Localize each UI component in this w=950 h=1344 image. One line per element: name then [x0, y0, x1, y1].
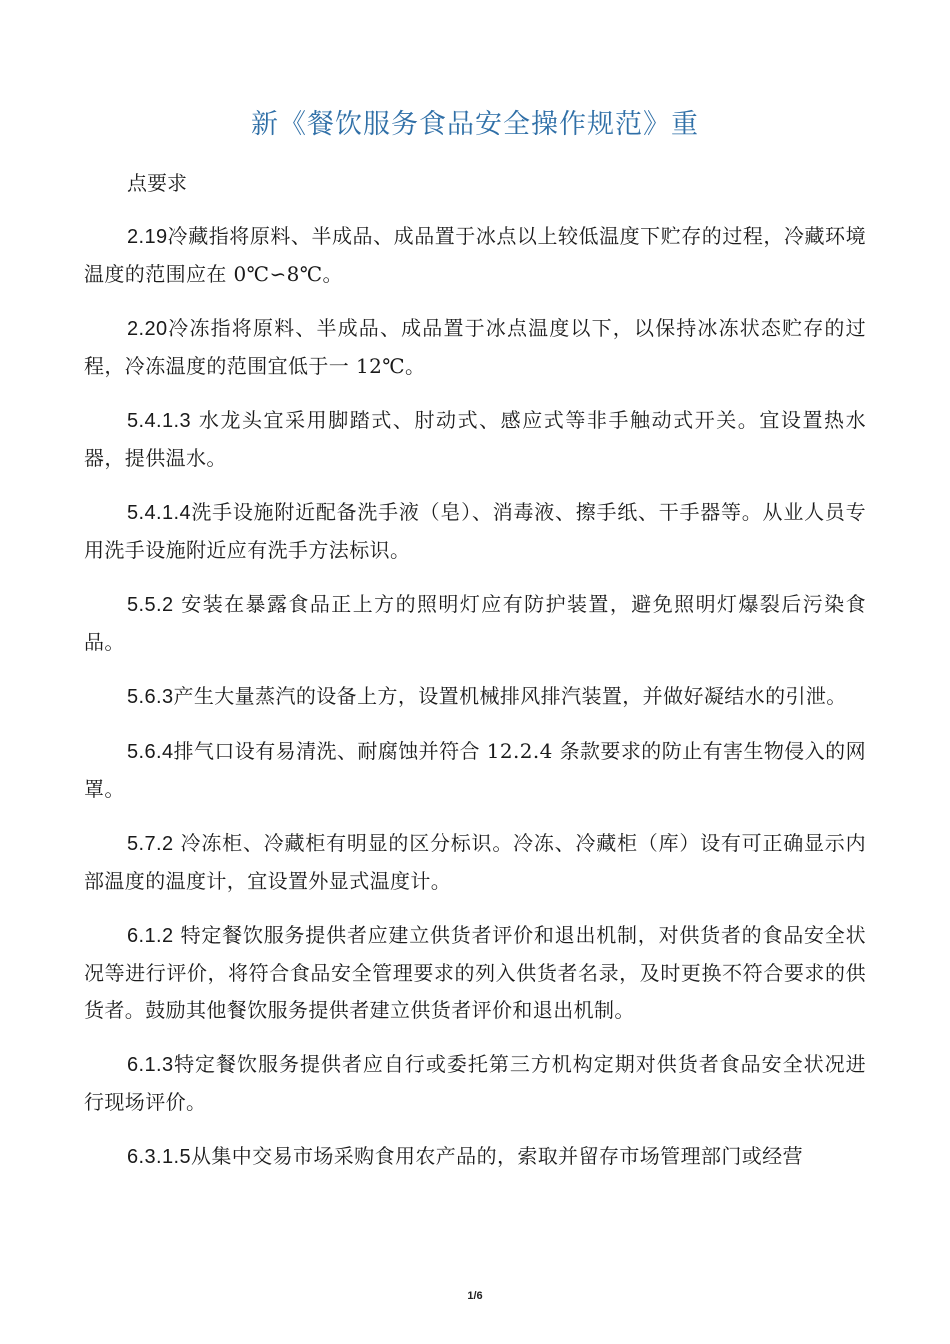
clause-number: 5.7.2: [127, 833, 174, 855]
paragraph: [84, 917, 866, 1029]
document-subtitle: 点要求: [127, 171, 187, 195]
clause-text: 冷冻指将原料、半成品、成品置于冰点温度以下，以保持冰冻状态贮存的过程，冷冻温度的范围宜低于一 12℃。: [84, 316, 866, 378]
clause-text: 特定餐饮服务提供者应自行或委托第三方机构定期对供货者食品安全状况进行现场评价。: [84, 1052, 866, 1114]
clause-number: 5.4.1.4: [127, 502, 191, 524]
clause-number: 2.20: [127, 318, 168, 340]
clause-text: 冷冻柜、冷藏柜有明显的区分标识。冷冻、冷藏柜（库）设有可正确显示内部温度的温度计，宜设置外显式温度计。: [84, 831, 866, 893]
paragraph: [84, 1046, 866, 1121]
clause-number: 6.1.3: [127, 1054, 174, 1076]
clause-number: 5.4.1.3: [127, 410, 191, 432]
clause-text: 洗手设施附近配备洗手液（皂）、消毒液、擦手纸、干手器等。从业人员专用洗手设施附近应有洗手方法标识。: [84, 500, 866, 562]
clause-text: 排气口设有易清洗、耐腐蚀并符合 12.2.4 条款要求的防止有害生物侵入的网罩。: [84, 739, 866, 801]
paragraph: [84, 494, 866, 569]
clause-number: 6.3.1.5: [127, 1146, 191, 1168]
paragraph: [84, 1138, 866, 1176]
clause-number: 5.6.3: [127, 686, 174, 708]
clause-text: 水龙头宜采用脚踏式、肘动式、感应式等非手触动式开关。宜设置热水器，提供温水。: [84, 408, 866, 470]
clause-number: 5.6.4: [127, 741, 174, 763]
clause-text: 产生大量蒸汽的设备上方，设置机械排风排汽装置，并做好凝结水的引泄。: [173, 684, 847, 708]
clause-text: 冷藏指将原料、半成品、成品置于冰点以上较低温度下贮存的过程，冷藏环境温度的范围应在 0℃∽8℃。: [84, 224, 866, 286]
clause-number: 2.19: [127, 226, 168, 248]
paragraph: [84, 402, 866, 477]
paragraph: [84, 586, 866, 661]
page-number: 1/6: [467, 1290, 483, 1302]
document-body: [84, 218, 866, 1193]
paragraph: [84, 218, 866, 293]
clause-text: 安装在暴露食品正上方的照明灯应有防护装置，避免照明灯爆裂后污染食品。: [84, 592, 866, 654]
paragraph: [84, 678, 866, 716]
clause-number: 6.1.2: [127, 925, 174, 947]
clause-number: 5.5.2: [127, 594, 174, 616]
paragraph: [84, 733, 866, 808]
paragraph: [84, 310, 866, 385]
paragraph: [84, 825, 866, 900]
clause-text: 从集中交易市场采购食用农产品的，索取并留存市场管理部门或经营: [190, 1144, 803, 1168]
document-title: 新《餐饮服务食品安全操作规范》重: [251, 109, 699, 140]
clause-text: 特定餐饮服务提供者应建立供货者评价和退出机制，对供货者的食品安全状况等进行评价，将符合食品安全管理要求的列入供货者名录，及时更换不符合要求的供货者。鼓励其他餐饮服务提供者建立供货者评价和退出机制。: [84, 923, 866, 1022]
